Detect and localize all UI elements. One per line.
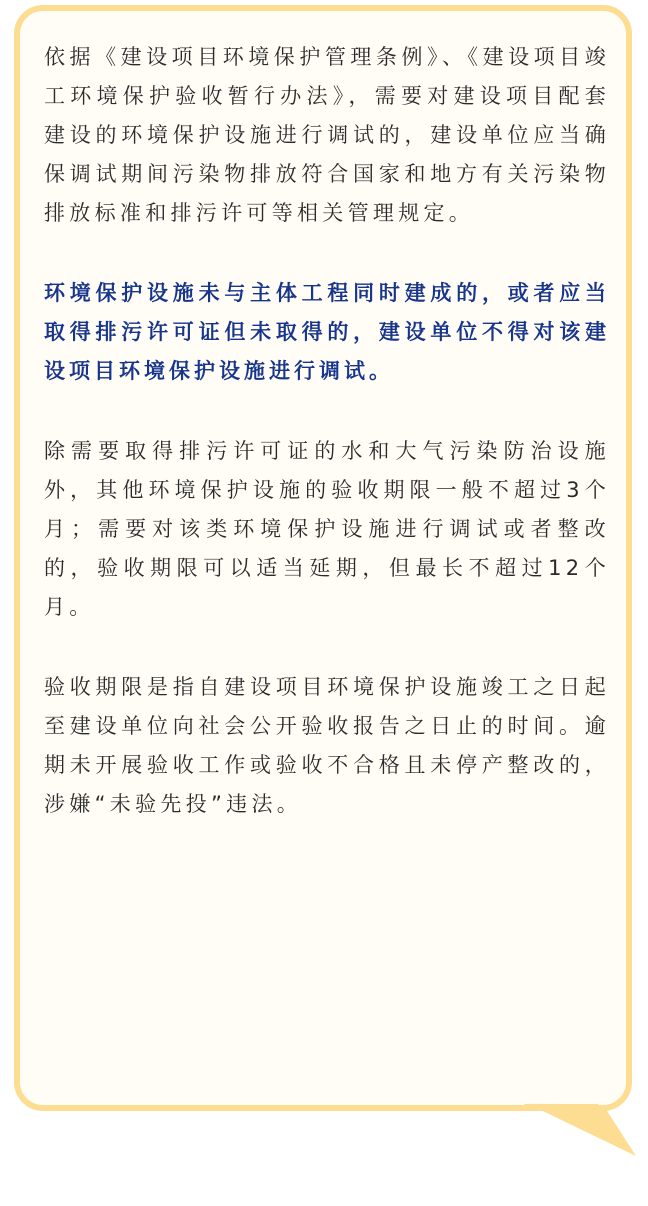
paragraph-acceptance-deadline: 除需要取得排污许可证的水和大气污染防治设施外，其他环境保护设施的验收期限一般不超过3个月；需要对该类环境保护设施进行调试或者整改的，验收期限可以适当延期，但最长不超过12个月。 <box>44 439 610 619</box>
paragraph-deadline-definition: 验收期限是指自建设项目环境保护设施竣工之日起至建设单位向社会公开验收报告之日止的时间。逾期未开展验收工作或验收不合格且未停产整改的，涉嫌“未验先投”违法。 <box>44 675 610 816</box>
speech-bubble-seam <box>524 1104 604 1111</box>
paragraph-regulation-basis: 依据《建设项目环境保护管理条例》、《建设项目竣工环境保护验收暂行办法》，需要对建设项目配套建设的环境保护设施进行调试的，建设单位应当确保调试期间污染物排放符合国家和地方有关污染物排放标准和排污许可等相关管理规定。 <box>44 45 610 225</box>
paragraph-debug-prohibition: 环境保护设施未与主体工程同时建成的，或者应当取得排污许可证但未取得的，建设单位不得对该建设项目环境保护设施进行调试。 <box>44 281 610 383</box>
article-body <box>44 38 610 824</box>
